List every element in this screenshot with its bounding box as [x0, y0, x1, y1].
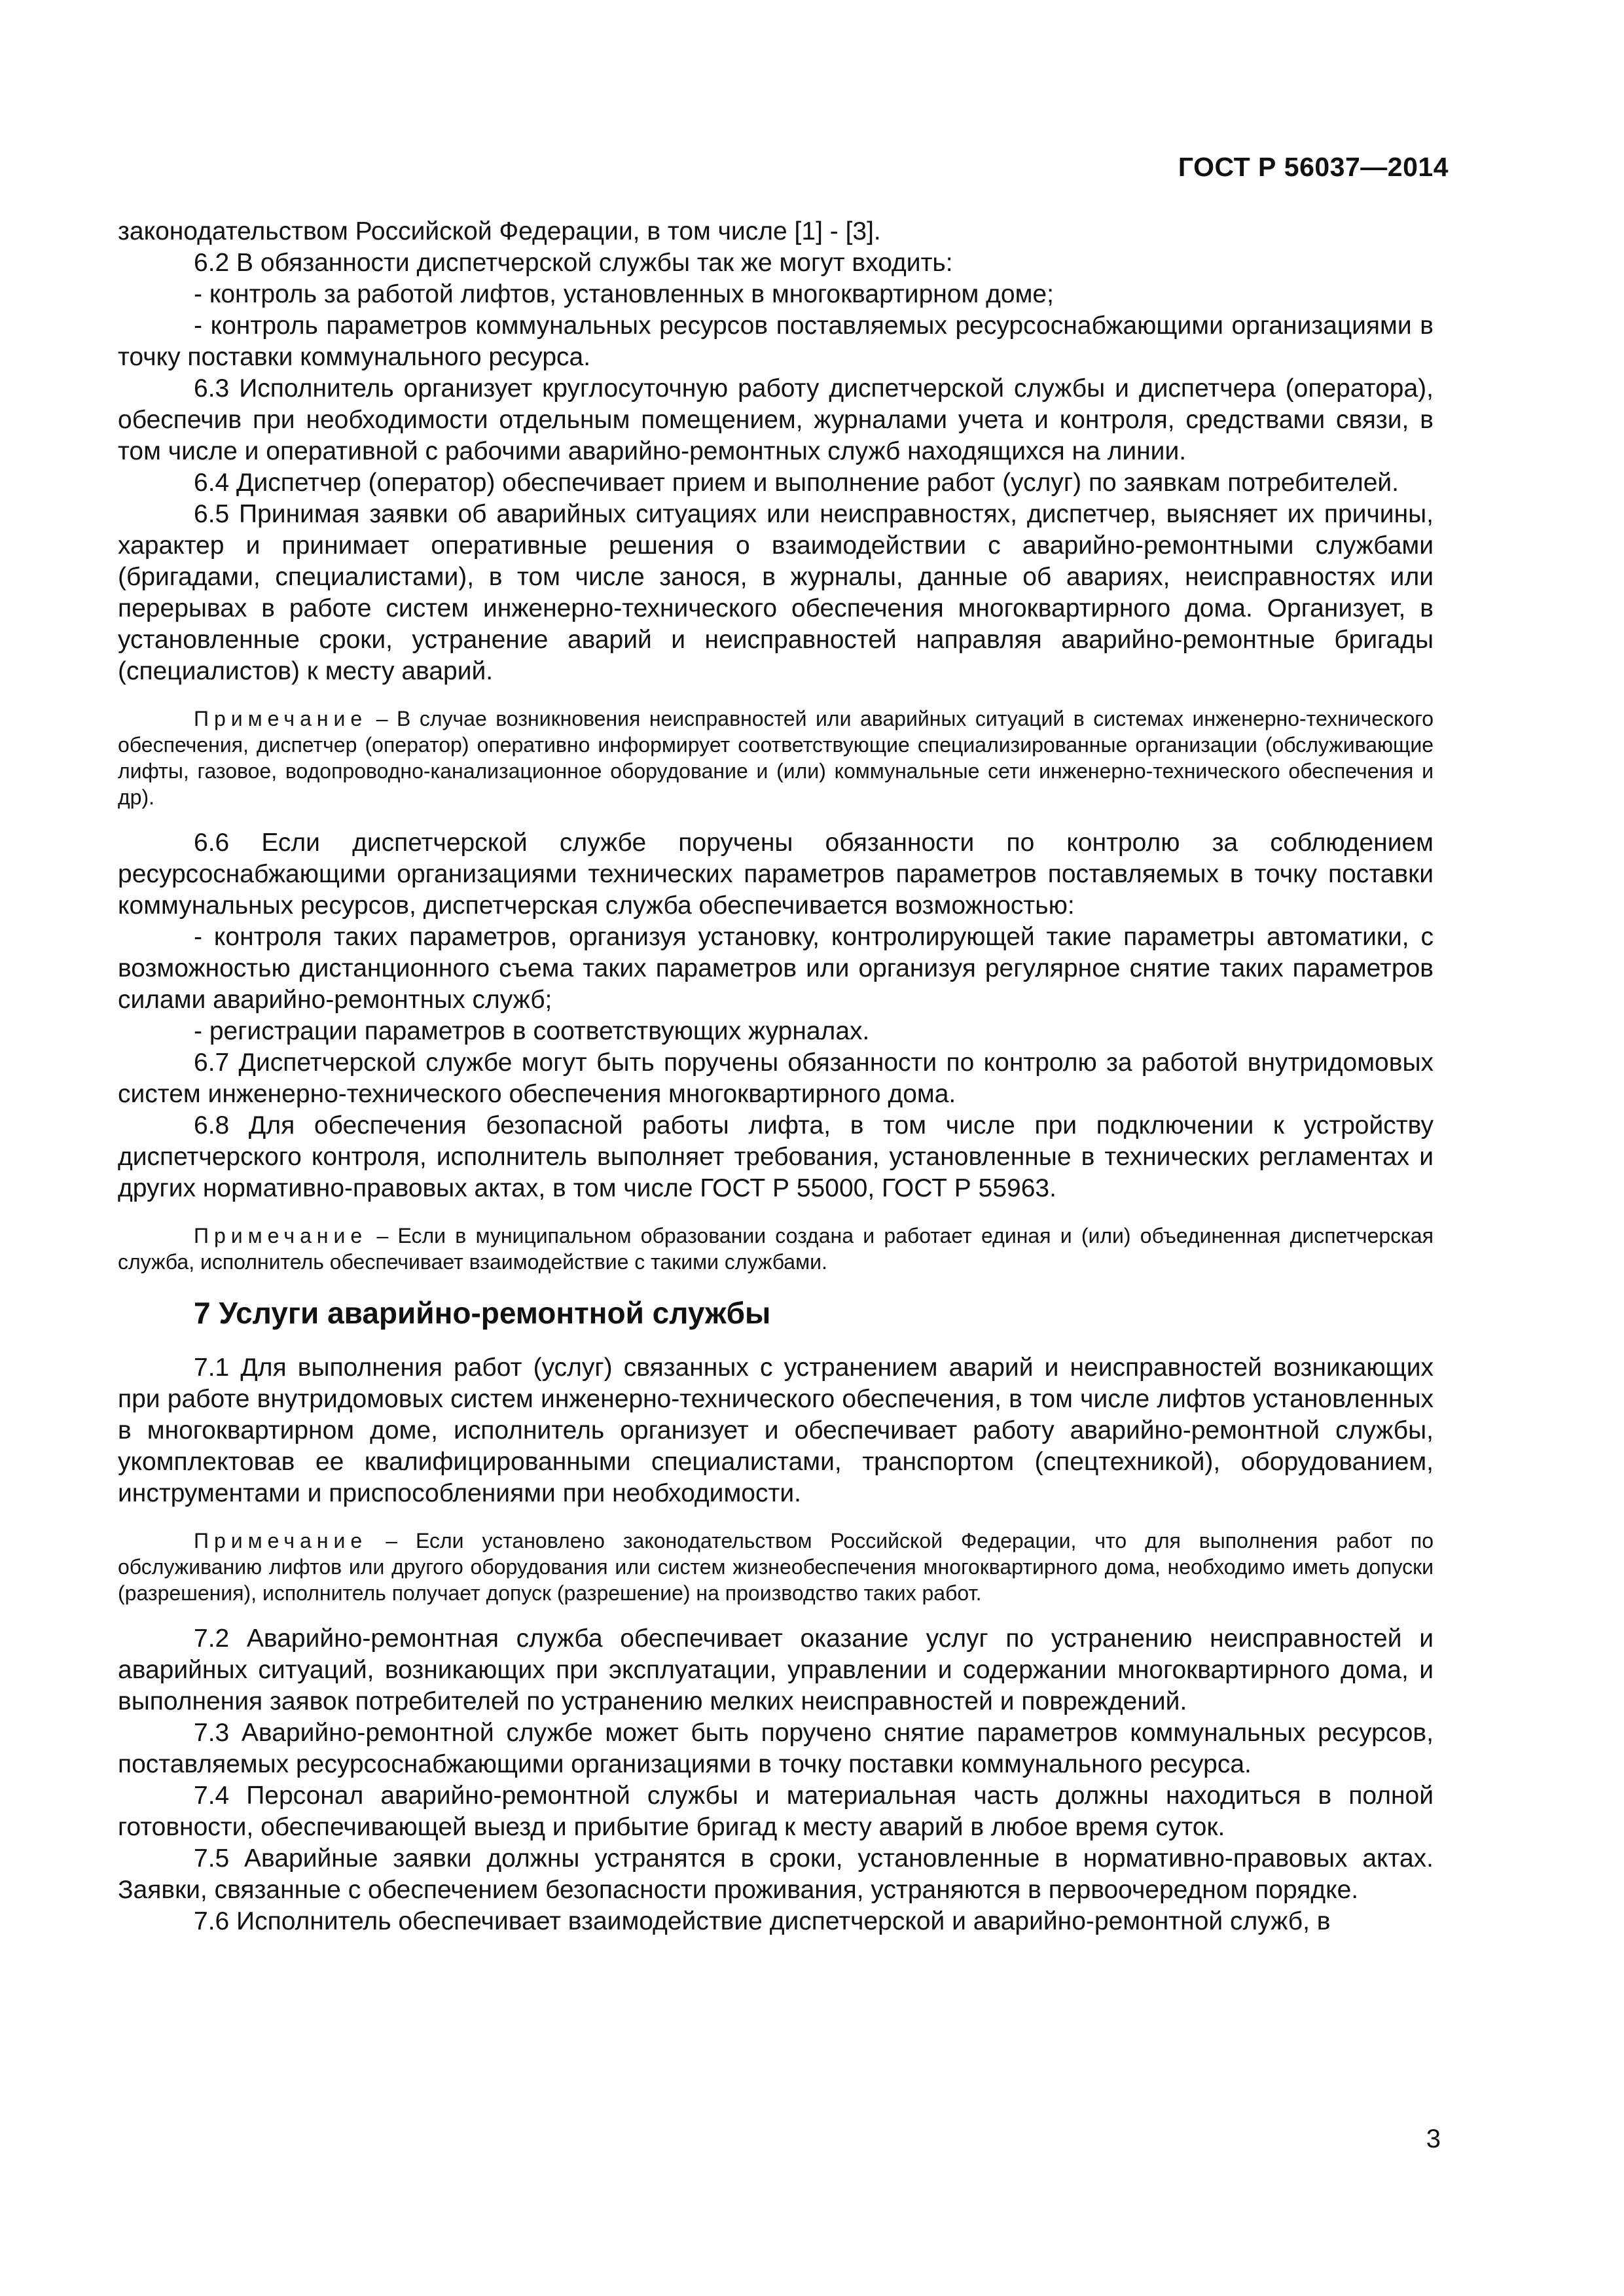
- note-3-text: – Если установлено законодательством Российской Федерации, что для выполнения работ по обслуживанию лифтов или другого оборудования или систем жизнеобеспечения многоквартирного дома, необходимо иметь допуски (разрешения), исполнитель получает допуск (разрешение) на производство таких работ.: [118, 1529, 1434, 1605]
- note-2: [118, 1223, 1434, 1275]
- paragraph-6-6: 6.6 Если диспетчерской службе поручены обязанности по контролю за соблюдением ресурсоснабжающими организациями технических параметров параметров поставляемых в точку поставки коммунальных ресурсов, диспетчерская служба обеспечивается возможностью:: [118, 829, 1434, 920]
- note-3: [118, 1528, 1434, 1606]
- paragraph-6-7: 6.7 Диспетчерской службе могут быть поручены обязанности по контролю за работой внутридомовых систем инженерно-технического обеспечения многоквартирного дома.: [118, 1049, 1434, 1108]
- paragraph-6-4: 6.4 Диспетчер (оператор) обеспечивает прием и выполнение работ (услуг) по заявкам потребителей.: [194, 469, 1399, 497]
- note-1-text: – В случае возникновения неисправностей или аварийных ситуаций в системах инженерно-технического обеспечения, диспетчер (оператор) оперативно информирует соответствующие специализированные организации (обслуживающие лифты, газовое, водопроводно-канализационное оборудование и (или) коммунальные сети инженерно-технического обеспечения и др).: [118, 707, 1434, 809]
- list-item-resources: - контроль параметров коммунальных ресурсов поставляемых ресурсоснабжающими организациями в точку поставки коммунального ресурса.: [118, 312, 1434, 371]
- note-1: [118, 706, 1434, 810]
- paragraph-7-6: 7.6 Исполнитель обеспечивает взаимодействие диспетчерской и аварийно-ремонтной служб, в: [194, 1907, 1331, 1935]
- paragraph-6-2: 6.2 В обязанности диспетчерской службы так же могут входить:: [194, 249, 953, 277]
- paragraph-7-2: 7.2 Аварийно-ремонтная служба обеспечивает оказание услуг по устранению неисправностей и аварийных ситуаций, возникающих при эксплуатации, управлении и содержании многоквартирного дома, и выполнения заявок потребителей по устранению мелких неисправностей и повреждений.: [118, 1624, 1434, 1715]
- note-label: Примечание: [194, 1529, 368, 1552]
- list-item-registration: - регистрации параметров в соответствующих журналах.: [194, 1017, 870, 1045]
- paragraph-6-3: 6.3 Исполнитель организует круглосуточную работу диспетчерской службы и диспетчера (оператора), обеспечив при необходимости отдельным помещением, журналами учета и контроля, средствами связи, в том числе и оперативной с рабочими аварийно-ремонтных служб находящихся на линии.: [118, 374, 1434, 465]
- paragraph-7-4: 7.4 Персонал аварийно-ремонтной службы и материальная часть должны находиться в полной готовности, обеспечивающей выезд и прибытие бригад к месту аварий в любое время суток.: [118, 1782, 1434, 1841]
- note-label: Примечание: [194, 1224, 368, 1247]
- note-label: Примечание: [194, 707, 368, 730]
- list-item-elevators: - контроль за работой лифтов, установленных в многоквартирном доме;: [194, 280, 1054, 308]
- page-number: 3: [1426, 2125, 1441, 2153]
- list-item-automation: - контроля таких параметров, организуя установку, контролирующей такие параметры автоматики, с возможностью дистанционного съема таких параметров или организуя регулярное снятие таких параметров силами аварийно-ремонтных служб;: [118, 923, 1434, 1014]
- note-2-text: – Если в муниципальном образовании создана и работает единая и (или) объединенная диспетчерская служба, исполнитель обеспечивает взаимодействие с такими службами.: [118, 1224, 1434, 1274]
- paragraph-6-5: 6.5 Принимая заявки об аварийных ситуациях или неисправностях, диспетчер, выясняет их причины, характер и принимает оперативные решения о взаимодействии с аварийно-ремонтными службами (бригадами, специалистами), в том числе занося, в журналы, данные об авариях, неисправностях или перерывах в работе систем инженерно-технического обеспечения многоквартирного дома. Организует, в установленные сроки, устранение аварий и неисправностей направляя аварийно-ремонтные бригады (специалистов) к месту аварий.: [118, 500, 1434, 685]
- paragraph-7-3: 7.3 Аварийно-ремонтной службе может быть поручено снятие параметров коммунальных ресурсов, поставляемых ресурсоснабжающими организациями в точку поставки коммунального ресурса.: [118, 1719, 1434, 1778]
- paragraph-6-8: 6.8 Для обеспечения безопасной работы лифта, в том числе при подключении к устройству диспетчерского контроля, исполнитель выполняет требования, установленные в технических регламентах и других нормативно-правовых актах, в том числе ГОСТ Р 55000, ГОСТ Р 55963.: [118, 1111, 1434, 1202]
- paragraph-7-5: 7.5 Аварийные заявки должны устранятся в сроки, установленные в нормативно-правовых актах. Заявки, связанные с обеспечением безопасности проживания, устраняются в первоочередном порядке.: [118, 1844, 1434, 1904]
- paragraph-continuation: законодательством Российской Федерации, в том числе [1] - [3].: [118, 217, 881, 245]
- document-body: [118, 216, 1434, 1937]
- paragraph-7-1: 7.1 Для выполнения работ (услуг) связанных с устранением аварий и неисправностей возникающих при работе внутридомовых систем инженерно-технического обеспечения, в том числе лифтов установленных в многоквартирном доме, исполнитель организует и обеспечивает работу аварийно-ремонтной службы, укомплектовав ее квалифицированными специалистами, транспортом (спецтехникой), оборудованием, инструментами и приспособлениями при необходимости.: [118, 1354, 1434, 1507]
- document-code-header: ГОСТ Р 56037—2014: [1178, 152, 1449, 182]
- section-7-heading: 7 Услуги аварийно-ремонтной службы: [194, 1296, 771, 1330]
